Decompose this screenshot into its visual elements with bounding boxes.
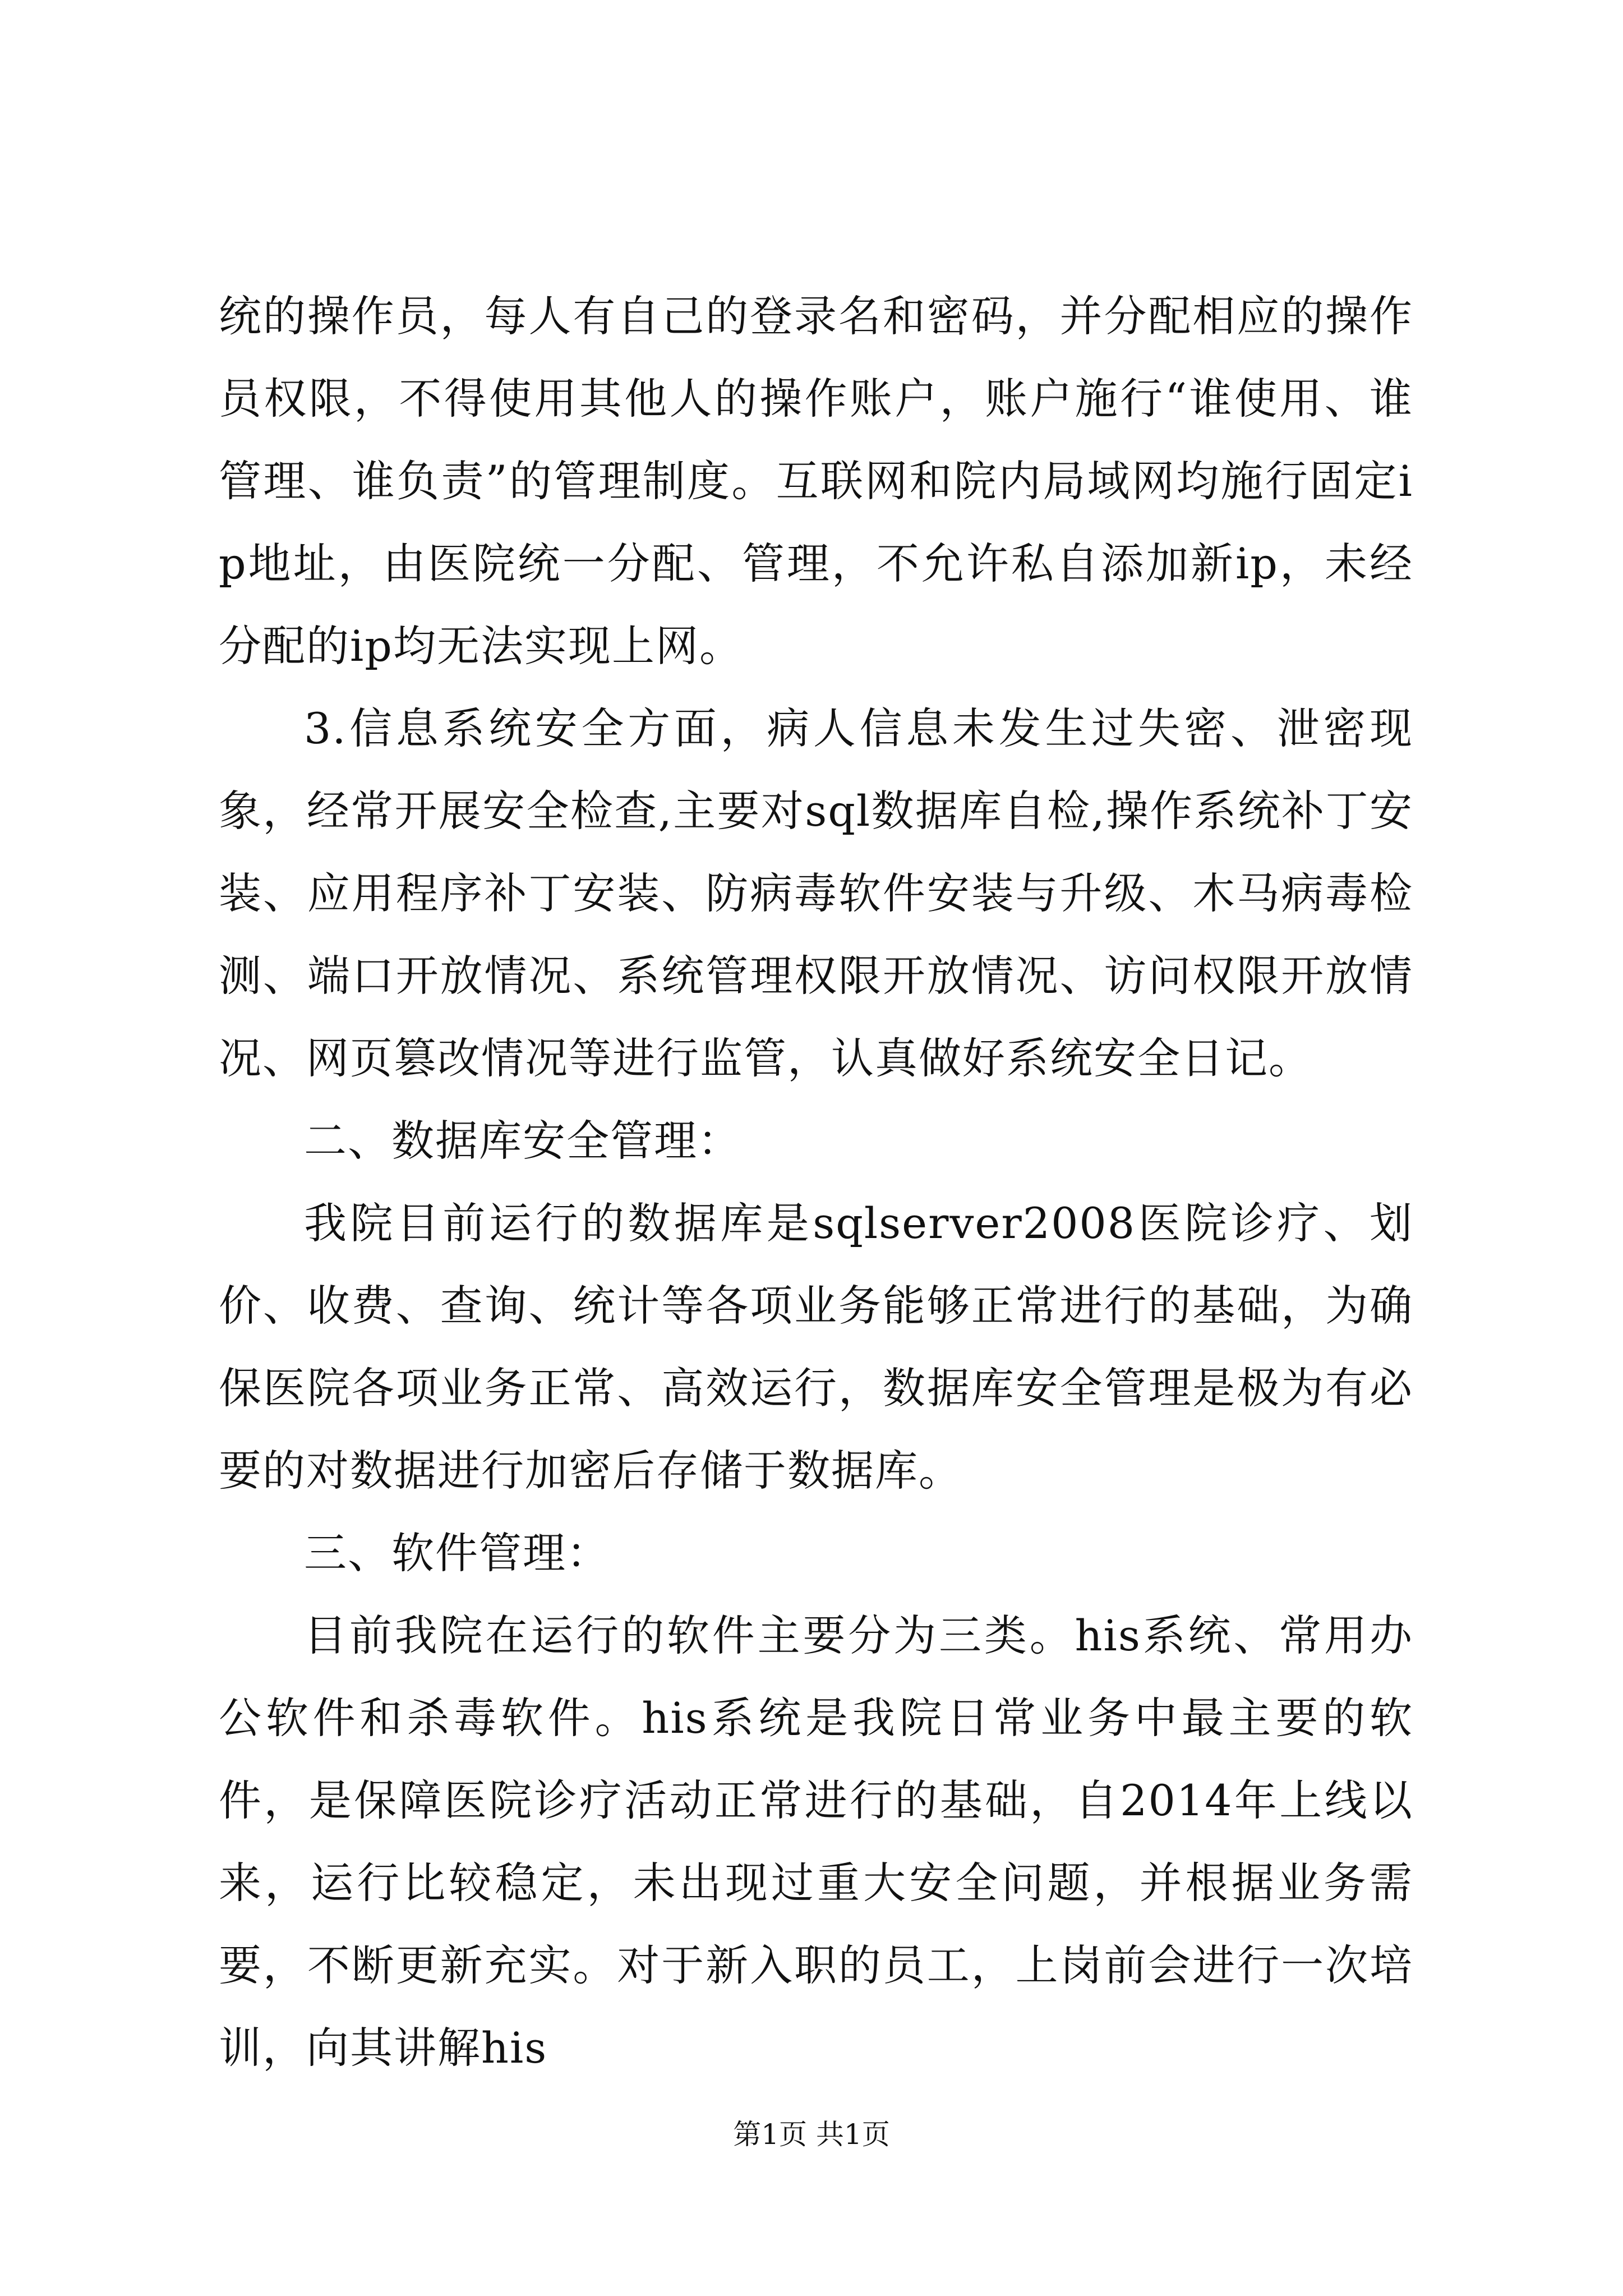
page-footer: 第1页 共1页 — [733, 2118, 890, 2151]
paragraph-1: 统的操作员，每人有自己的登录名和密码，并分配相应的操作员权限，不得使用其他人的操作账户，账户施行“谁使用、谁管理、谁负责”的管理制度。互联网和院内局域网均施行固定ip地址，由医院统一分配、管理，不允许私自添加新ip，未经分配的ip均无法实现上网。 — [219, 291, 1413, 671]
section-heading-software: 三、软件管理： — [304, 1528, 610, 1578]
paragraph-software: 目前我院在运行的软件主要分为三类。his系统、常用办公软件和杀毒软件。his系统是我院日常业务中最主要的软件，是保障医院诊疗活动正常进行的基础，自2014年上线以来，运行比较稳定，未出现过重大安全问题，并根据业务需要，不断更新充实。对于新入职的员工，上岗前会进行一次培训，向其讲解his — [219, 1611, 1413, 2073]
section-heading-database: 二、数据库安全管理： — [304, 1116, 741, 1166]
document-body — [219, 275, 1413, 2089]
paragraph-2: 3.信息系统安全方面，病人信息未发生过失密、泄密现象，经常开展安全检查,主要对sql数据库自检,操作系统补丁安装、应用程序补丁安装、防病毒软件安装与升级、木马病毒检测、端口开放情况、系统管理权限开放情况、访问权限开放情况、网页篡改情况等进行监管，认真做好系统安全日记。 — [219, 703, 1413, 1083]
paragraph-database: 我院目前运行的数据库是sqlserver2008医院诊疗、划价、收费、查询、统计等各项业务能够正常进行的基础，为确保医院各项业务正常、高效运行，数据库安全管理是极为有必要的对数据进行加密后存储于数据库。 — [219, 1198, 1413, 1496]
